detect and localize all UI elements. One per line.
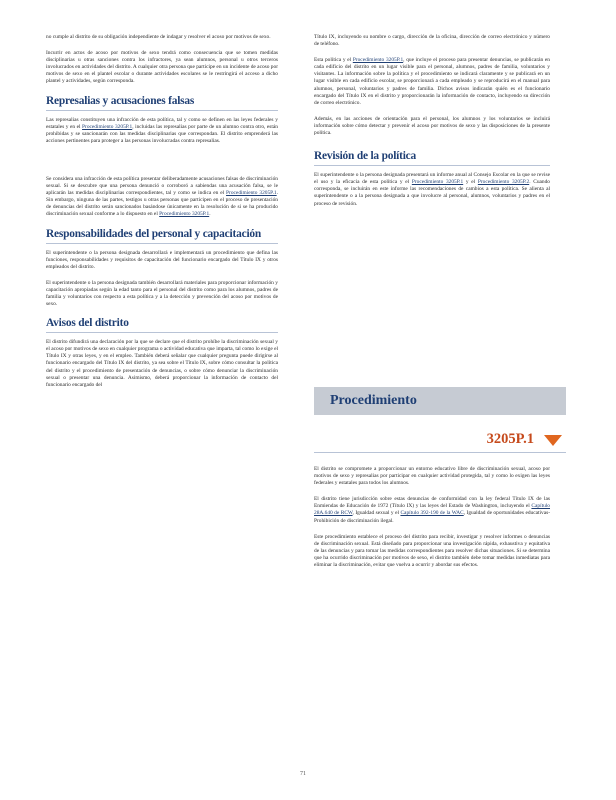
left-column <box>46 34 278 398</box>
text: y el <box>463 179 478 186</box>
paragraph: no cumple al distrito de su obligación independiente de indagar y resolver el acoso por motivos de sexo. <box>46 34 271 40</box>
paragraph: El superintendente o la persona designada desarrollará e implementará un procedimiento que defina las funciones, responsabilidades y requisitos de capacitación del funcionario encargado del Título IX y otros empleados del distrito. <box>46 249 278 270</box>
law-link[interactable]: Capítulo 28A.640 de RCW <box>314 503 550 517</box>
procedure-code-row <box>314 430 566 453</box>
heading-avisos: Avisos del distrito <box>46 317 278 333</box>
procedure-link[interactable]: Procedimiento 3205P.1 <box>226 190 277 197</box>
paragraph: Incurrir en actos de acoso por motivos de sexo tendrá como consecuencia que se tomen medidas disciplinarias u otras sanciones contra los infractores, ya sean alumnos, personal u otros terceros involucrados en actividades del distrito. A cualquier otra persona que participe en un incidente de acoso por motivos de sexo en el plantel escolar o durante actividades escolares se le restringirá el acceso a dicho plantel y actividades, según corresponda. <box>46 50 278 85</box>
text: . <box>209 211 211 218</box>
paragraph: Título IX, incluyendo su nombre o cargo, dirección de la oficina, dirección de correo electrónico y número de teléfono. <box>314 34 550 48</box>
paragraph: El distrito difundirá una declaración por la que se declare que el distrito prohíbe la discriminación sexual y el acoso por motivos de sexo en cualquier programa o actividad educativa que imparta, tal como lo exige el Título IX y otras leyes, y en el empleo. También deberá señalar que cualquier pregunta puede dirigirse al funcionario encargado del Título IX del distrito, ya sea sobre el Título IX, sobre cómo consultar la política del distrito y el procedimiento de presentación de denuncias, o sobre cómo denunciar la discriminación sexual o presentar una denuncia. Asimismo, deberá proporcionar la información de contacto del funcionario encargado del <box>46 339 278 388</box>
paragraph <box>314 172 550 207</box>
procedure-link[interactable]: Procedimiento 3205P.1 <box>411 179 464 186</box>
paragraph: El distrito se compromete a proporcionar un entorno educativo libre de discriminación sexual, acoso por motivos de sexo y represalias por participar en cualquier actividad protegida, tal y como lo exigen las leyes federales y estatales para todos los alumnos. <box>314 466 550 487</box>
text: . Cuando corresponda, se incluirán en este informe las recomendaciones de cambios a esta política. Se alienta al superintendente o a la persona designada a que involucre al personal, alumnos, voluntarios y padres en el proceso de revisión. <box>314 179 551 207</box>
paragraph <box>46 176 278 219</box>
paragraph: Este procedimiento establece el proceso del distrito para recibir, investigar y resolver informes o denuncias de discriminación sexual. Está diseñado para proporcionar una investigación rápida, exhaustiva y equitativa de las denuncias y para tomar las medidas correspondientes para resolver dichas situaciones. Si se determina que ha ocurrido discriminación por motivos de sexo, el distrito también debe tomar medidas inmediatas para eliminar la discriminación, evitar que vuelva a ocurrir y abordar sus efectos. <box>314 533 550 569</box>
text: , incluidas las represalias por parte de un alumno contra otro, están prohibidas y se sancionarán con las medidas disciplinarias que correspondan. El distrito emprenderá las acciones pertinentes para proteger a las personas involucradas contra represalias. <box>46 123 278 144</box>
text: , Igualdad de oportunidades educativas-Prohibición de discriminación ilegal. <box>314 510 550 524</box>
right-column-procedure <box>314 466 550 578</box>
page-number: 71 <box>300 771 306 777</box>
text: El superintendente o la persona designada presentará un informe anual al Consejo Escolar en la que se revise el uso y la eficacia de esta política y el <box>314 172 550 186</box>
procedure-link[interactable]: Procedimiento 3205P.1 <box>159 211 210 218</box>
law-link[interactable]: Capítulo 392-190 de la WAC <box>400 510 464 517</box>
text: El distrito tiene jurisdicción sobre estas denuncias de conformidad con la ley federal Título IX de las Enmiendas de Educación de 1972 (Título IX) y las leyes del Estado de Washington, incluyendo el <box>314 496 550 510</box>
text: , Igualdad sexual y el <box>352 510 401 517</box>
procedure-code: 3205P.1 <box>486 431 534 447</box>
triangle-down-icon <box>544 435 562 446</box>
paragraph <box>314 496 550 524</box>
text: Esta política y el <box>314 57 353 64</box>
paragraph: Además, en las acciones de orientación para el personal, los alumnos y los voluntarios se incluirá información sobre cómo detectar y prevenir el acoso por motivos de sexo y las disposiciones de la presente política. <box>314 115 550 137</box>
section-band <box>314 387 566 415</box>
paragraph <box>46 117 278 145</box>
heading-revision: Revisión de la política <box>314 150 550 166</box>
text: . Sin embargo, ninguna de las partes, testigos u otras personas que participen en el proceso de presentación de denuncias del distrito serán sancionados basándose únicamente en la resolución de si se ha producido discriminación sexual conforme a lo dispuesto en el <box>46 190 278 218</box>
heading-represalias: Represalias y acusaciones falsas <box>46 95 278 111</box>
procedure-link[interactable]: Procedimiento 3205P.1 <box>352 57 404 64</box>
section-title: Procedimiento <box>330 393 417 408</box>
right-column <box>314 34 550 217</box>
text: Se considera una infracción de esta política presentar deliberadamente acusaciones falsas de discriminación sexual. Si se descubre que una persona denunció o corroboró a sabiendas una acusación falsa, se le aplicarán las medidas disciplinarias correspondientes, tal y como se indica en el <box>46 175 278 197</box>
text: Las represalias constituyen una infracción de esta política, tal y como se definen en las leyes federales y estatales y en el <box>46 116 278 130</box>
procedure-link[interactable]: Procedimiento 3205P.2 <box>477 179 530 186</box>
paragraph <box>314 57 550 107</box>
procedure-link[interactable]: Procedimiento 3205P.1 <box>82 123 133 130</box>
heading-responsabilidades: Responsabilidades del personal y capacitación <box>46 228 278 244</box>
text: , que incluye el proceso para presentar denuncias, se publicarán en cada edificio del distrito en un lugar visible para el personal, alumnos, padres de familia, voluntarios y visitantes. La información sobre la política y el procedimiento se indicará claramente y se publicará en un lugar visible en cada edificio escolar, se proporcionará a cada empleado y se reproducirá en el manual para alumnos, personal, voluntarios y padres de familia. Dichos avisos indicarán quién es el funcionario encargado del Título IX en el distrito y proporcionarán la información de contacto, incluyendo su dirección de correo electrónico. <box>314 57 550 106</box>
paragraph: El superintendente o la persona designada también desarrollará materiales para proporcionar información y capacitación apropiadas según la edad tanto para el personal del distrito como para los alumnos, padres de familia y voluntarios con respecto a esta política y a la detección y prevención del acoso por motivos de sexo. <box>46 279 278 308</box>
